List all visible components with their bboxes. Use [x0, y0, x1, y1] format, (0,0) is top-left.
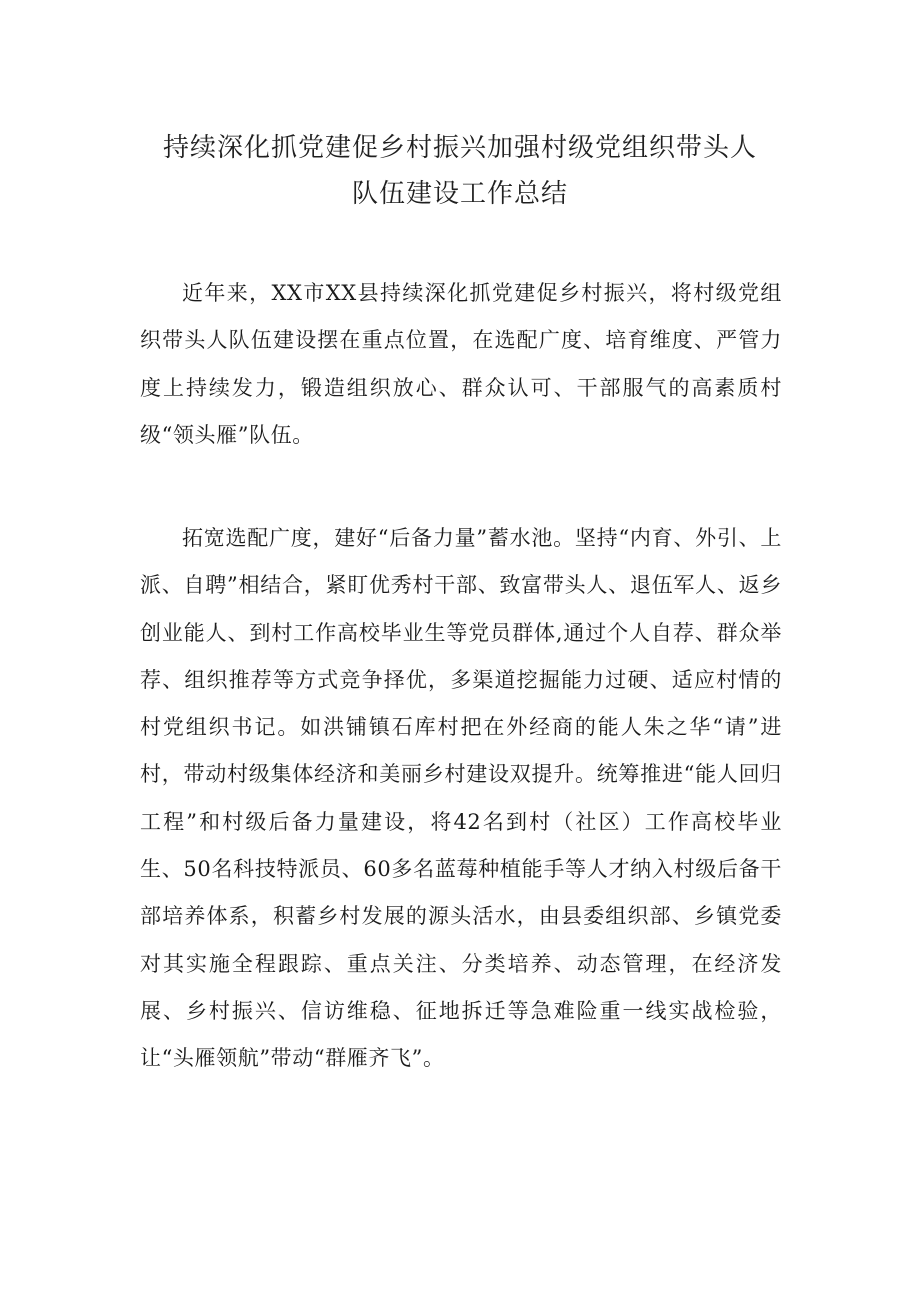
paragraph-selection: 拓宽选配广度，建好“后备力量”蓄水池。坚持“内育、外引、上派、自聘”相结合，紧盯优秀村干部、致富带头人、退伍军人、返乡创业能人、到村工作高校毕业生等党员群体,通过个人自荐、群众举荐、组织推荐等方式竞争择优，多渠道挖掘能力过硬、适应村情的村党组织书记。如洪铺镇石库村把在外经商的能人朱之华“请”进村，带动村级集体经济和美丽乡村建设双提升。统筹推进“能人回归工程”和村级后备力量建设，将42名到村（社区）工作高校毕业生、50名科技特派员、60多名蓝莓种植能手等人才纳入村级后备干部培养体系，积蓄乡村发展的源头活水，由县委组织部、乡镇党委对其实施全程跟踪、重点关注、分类培养、动态管理，在经济发展、乡村振兴、信访维稳、征地拆迁等急难险重一线实战检验，让“头雁领航”带动“群雁齐飞”。 [140, 526, 782, 1071]
paragraph-intro: 近年来，XX市XX县持续深化抓党建促乡村振兴，将村级党组织带头人队伍建设摆在重点位置，在选配广度、培育维度、严管力度上持续发力，锻造组织放心、群众认可、干部服气的高素质村级“领头雁”队伍。 [140, 281, 782, 447]
document-title [140, 125, 780, 217]
title-line-1: 持续深化抓党建促乡村振兴加强村级党组织带头人 [162, 133, 757, 164]
title-line-2: 队伍建设工作总结 [351, 179, 568, 210]
